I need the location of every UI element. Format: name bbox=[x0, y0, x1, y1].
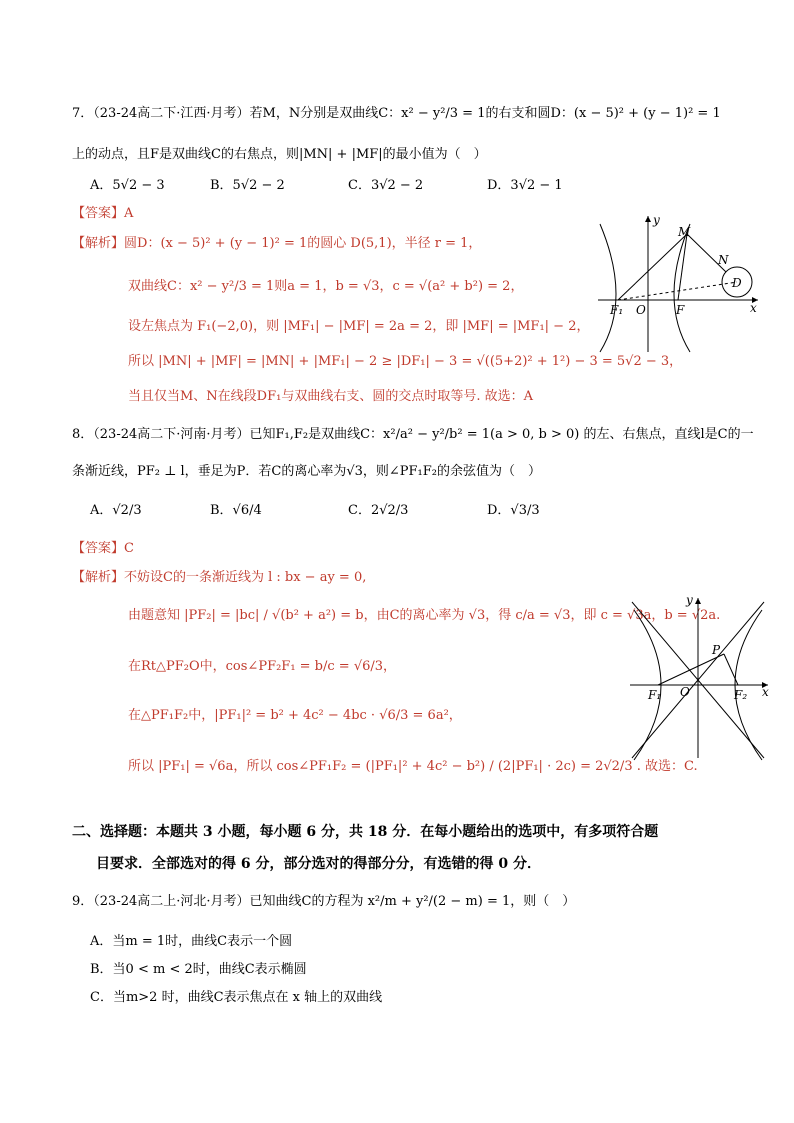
q8-fig-label-f2: F₂ bbox=[734, 688, 748, 702]
q7-answer bbox=[72, 205, 133, 223]
q7-fig-label-m: M bbox=[678, 225, 691, 239]
q8-figure bbox=[628, 592, 778, 762]
q9-stem: 9．（23-24高二上·河北·月考）已知曲线C的方程为 x²/m + y²/(2 − m) = 1，则（ ） bbox=[72, 894, 576, 909]
q7-analysis-line1 bbox=[72, 235, 481, 253]
q7-option-a: A．5√2 − 3 bbox=[90, 178, 165, 193]
q8-analysis-line3: 在Rt△PF₂O中，cos∠PF₂F₁ = b/c = √6/3， bbox=[128, 659, 397, 674]
q7-fig-label-f: F bbox=[676, 303, 685, 317]
q7-option-b: B．5√2 − 2 bbox=[210, 178, 285, 193]
q8-fig-label-x: x bbox=[762, 685, 769, 699]
q8-option-d: D．√3/3 bbox=[487, 503, 540, 518]
q7-stem-line2: 上的动点，且F是双曲线C的右焦点，则|MN| + |MF|的最小值为（ ） bbox=[72, 147, 487, 162]
q8-answer bbox=[72, 540, 134, 558]
q7-fig-label-x: x bbox=[750, 301, 757, 315]
q8-analysis-line5: 所以 |PF₁| = √6a，所以 cos∠PF₁F₂ = (|PF₁|² + 4c² − b²) / (2|PF₁| · 2c) = 2√2/3 . 故选：C. bbox=[128, 759, 698, 774]
q8-stem-line2: 条渐近线，PF₂ ⊥ l，垂足为P．若C的离心率为√3，则∠PF₁F₂的余弦值为（ ） bbox=[72, 464, 541, 479]
q7-option-d: D．3√2 − 1 bbox=[487, 178, 563, 193]
q8-stem-line1: 8．（23-24高二下·河南·月考）已知F₁,F₂是双曲线C：x²/a² − y²/b² = 1(a > 0, b > 0) 的左、右焦点，直线l是C的一 bbox=[72, 427, 754, 442]
q8-option-b: B．√6/4 bbox=[210, 503, 262, 518]
q7-option-c: C．3√2 − 2 bbox=[348, 178, 424, 193]
q7-analysis-label: 【解析】 bbox=[72, 236, 125, 251]
q8-fig-label-y: y bbox=[686, 593, 693, 607]
q7-fig-label-d: D bbox=[732, 276, 742, 290]
q7-answer-value: A bbox=[124, 206, 134, 221]
q9-option-a: A．当m = 1时，曲线C表示一个圆 bbox=[90, 934, 293, 949]
q8-option-c: C．2√2/3 bbox=[348, 503, 409, 518]
q7-fig-label-y: y bbox=[653, 213, 660, 227]
q7-stem-line1: 7．（23-24高二下·江西·月考）若M，N分别是双曲线C：x² − y²/3 = 1的右支和圆D：(x − 5)² + (y − 1)² = 1 bbox=[72, 106, 721, 121]
q9-option-b: B．当0 < m < 2时，曲线C表示椭圆 bbox=[90, 962, 307, 977]
q7-analysis-line5: 当且仅当M、N在线段DF₁与双曲线右支、圆的交点时取等号. 故选：A bbox=[128, 389, 533, 404]
q8-analysis-text-1: 不妨设C的一条渐近线为 l : bx − ay = 0, bbox=[124, 570, 367, 585]
q7-analysis-text-1: 圆D：(x − 5)² + (y − 1)² = 1的圆心 D(5,1)，半径 r = 1， bbox=[124, 236, 482, 251]
q8-answer-value: C bbox=[124, 541, 134, 556]
q7-analysis-line2: 双曲线C：x² − y²/3 = 1则a = 1，b = √3，c = √(a² + b²) = 2， bbox=[128, 279, 524, 294]
section2-title-line1: 二、选择题：本题共 3 小题，每小题 6 分，共 18 分．在每小题给出的选项中，有多项符合题 bbox=[72, 824, 659, 840]
q7-fig-label-n: N bbox=[718, 253, 729, 267]
q9-option-c: C．当m>2 时，曲线C表示焦点在 x 轴上的双曲线 bbox=[90, 990, 383, 1005]
q8-answer-label: 【答案】 bbox=[72, 541, 125, 556]
q8-analysis-label: 【解析】 bbox=[72, 570, 125, 585]
q7-fig-label-o: O bbox=[636, 303, 646, 317]
q8-option-a: A．√2/3 bbox=[90, 503, 142, 518]
q8-fig-label-o: O bbox=[680, 685, 690, 699]
q7-fig-label-f1: F₁ bbox=[610, 303, 624, 317]
q7-answer-label: 【答案】 bbox=[72, 206, 125, 221]
q7-analysis-line3: 设左焦点为 F₁(−2,0)，则 |MF₁| − |MF| = 2a = 2，即 |MF| = |MF₁| − 2， bbox=[128, 319, 590, 334]
q7-figure bbox=[598, 212, 768, 357]
q8-fig-label-p: P bbox=[712, 643, 721, 657]
q8-analysis-line2: 由题意知 |PF₂| = |bc| / √(b² + a²) = b，由C的离心率为 √3，得 c/a = √3，即 c = √3a，b = √2a. bbox=[128, 608, 721, 623]
q8-analysis-line1 bbox=[72, 569, 366, 587]
q8-analysis-line4: 在△PF₁F₂中，|PF₁|² = b² + 4c² − 4bc · √6/3 = 6a²， bbox=[128, 708, 462, 723]
q8-fig-label-f1: F₁ bbox=[648, 688, 662, 702]
section2-title-line2: 目要求．全部选对的得 6 分，部分选对的得部分分，有选错的得 0 分． bbox=[96, 856, 541, 872]
q7-analysis-line4: 所以 |MN| + |MF| = |MN| + |MF₁| − 2 ≥ |DF₁| − 3 = √((5+2)² + 1²) − 3 = 5√2 − 3， bbox=[128, 354, 683, 369]
